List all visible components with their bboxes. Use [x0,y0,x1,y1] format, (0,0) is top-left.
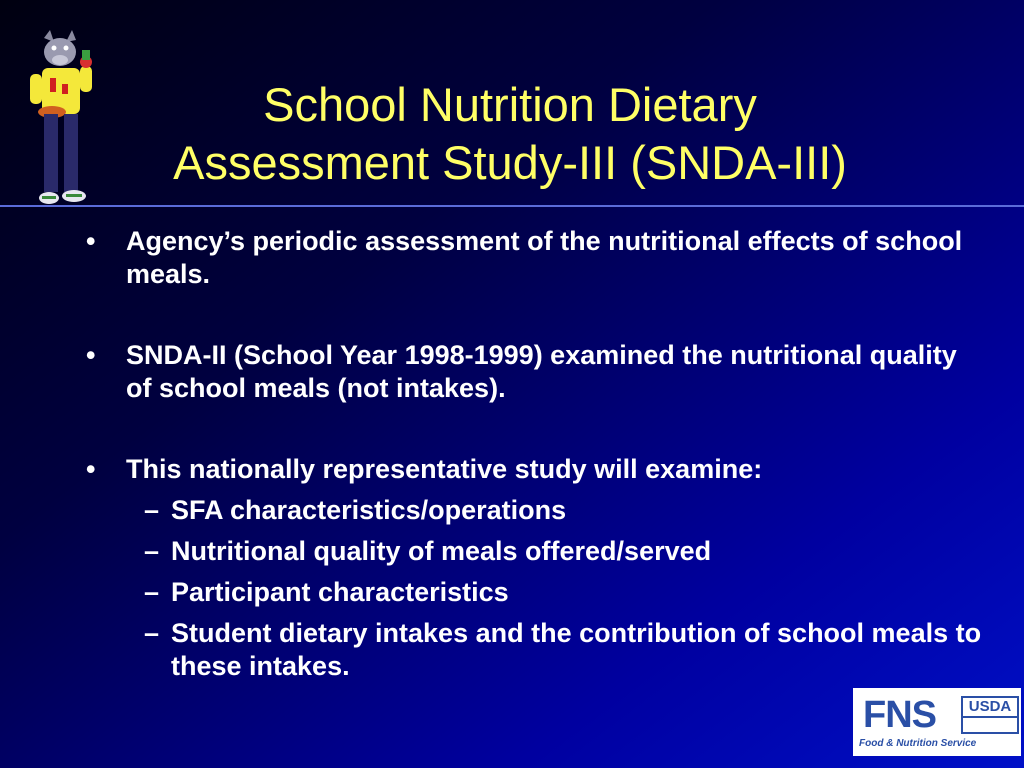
slide-title-line-2: Assessment Study-III (SNDA-III) [173,136,847,189]
wolf-mascot-icon [22,28,104,210]
usda-wordmark: USDA [968,698,1012,715]
sub-bullet-text: Nutritional quality of meals offered/served [171,536,712,566]
dash-glyph: – [144,536,160,566]
sub-bullet-list [126,494,986,683]
bullet-glyph: • [86,454,96,484]
bullet-list [86,225,986,731]
sub-bullet-item [126,535,986,568]
bullet-text: This nationally representative study will examine: [126,454,763,484]
slide-title-line-1: School Nutrition Dietary [263,78,757,131]
sub-bullet-item [126,576,986,609]
usda-mark [961,696,1019,734]
usda-stripe [963,716,1017,732]
bullet-text: SNDA-II (School Year 1998-1999) examined the nutritional quality of school meals (not intakes). [126,340,957,403]
slide-title [100,76,920,192]
dash-glyph: – [144,577,160,607]
dash-glyph: – [144,495,160,525]
agency-name: Food & Nutrition Service [859,738,977,749]
bullet-text: Agency’s periodic assessment of the nutritional effects of school meals. [126,226,963,289]
sub-bullet-text: Participant characteristics [171,577,509,607]
sub-bullet-item [126,617,986,683]
sub-bullet-item [126,494,986,527]
bullet-item [86,225,986,291]
fns-usda-logo [853,688,1021,756]
bullet-glyph: • [86,226,96,256]
bullet-glyph: • [86,340,96,370]
bullet-item [86,453,986,683]
sub-bullet-text: SFA characteristics/operations [171,495,567,525]
dash-glyph: – [144,618,160,648]
sub-bullet-text: Student dietary intakes and the contribution of school meals to these intakes. [171,618,982,681]
bullet-item [86,339,986,405]
title-divider [0,205,1024,207]
fns-wordmark: FNS [863,694,936,736]
